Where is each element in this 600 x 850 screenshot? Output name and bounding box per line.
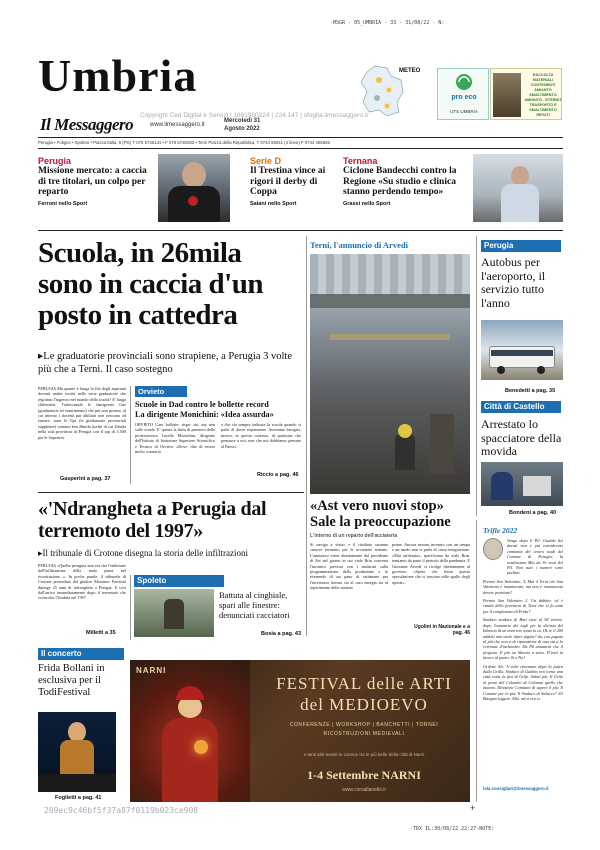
teaser-title: Ciclone Bandecchi contro la Regione «Su studio e clinica stanno perdendo tempo» — [343, 166, 457, 197]
ad-sub: UTS UMBRIA — [450, 109, 478, 114]
ad-text-line: AMIANTO — [534, 88, 552, 92]
orvieto-box — [130, 386, 302, 484]
castello-col-ref: Bondeni a pag. 40 — [509, 510, 557, 516]
masthead-url[interactable]: www.ilmessaggero.it — [150, 122, 205, 128]
festival-date: 1-4 Settembre NARNI — [307, 768, 421, 782]
ndrangheta-subhead: ▸Il tribunale di Crotone disegna la storia delle infiltrazioni — [38, 548, 248, 558]
trifle-column — [476, 520, 563, 802]
perugia-bus-photo — [481, 320, 563, 380]
festival-title-1: FESTIVAL delle ARTI — [276, 674, 452, 693]
lead-subhead-text: Le graduatorie provinciali sono strapiene, a Perugia 3 volte più che a Terni. Il caso sostegno — [38, 351, 292, 375]
teaser-kicker: Ternana — [343, 156, 378, 166]
perugia-col-title: Autobus per l'aeroporto, il servizio tutto l'anno — [481, 255, 546, 310]
brand-logo: Il Messaggero — [40, 115, 134, 134]
spoleto-kicker: Spoleto — [134, 575, 224, 587]
orvieto-kicker: Orvieto — [135, 386, 187, 397]
top-code: -MSGR - 05_UMBRIA - 33 - 31/08/22 - N: — [330, 20, 445, 26]
teaser-perugia[interactable] — [38, 156, 148, 207]
bottom-code: -TRX IL:30/08/22 22:27-NOTE: — [410, 826, 495, 832]
castello-col-kicker: Città di Castello — [481, 401, 561, 413]
lead-subhead: ▸Le graduatorie provinciali sono strapiene, a Perugia 3 volte più che a Terni. Il caso sostegno — [38, 351, 292, 375]
ad-text-line: MATERIALI — [532, 78, 554, 82]
trifle-item: Premio San Valentino: 'L Mat il Terni che San Valentino è innamorato, ma non è innamorato dovete premiato? — [483, 578, 563, 595]
ad-text-line: RIFIUTI — [536, 113, 550, 117]
orvieto-title — [135, 400, 303, 419]
ad-text-line: AMIANTO - ETERNIT — [524, 98, 562, 102]
ad-text-line: TRASPORTO E — [529, 103, 557, 107]
lead-headline: Scuola, in 26mila sono in caccia d'un posto in cattedra — [38, 237, 263, 331]
ad-text-line: RACCOLTA — [532, 73, 554, 77]
ad-text-line: SMALTIMENTO — [529, 93, 557, 97]
concerto-ref: Foglietti a pag. 41 — [55, 795, 102, 801]
teaser-kicker: Serie D — [250, 156, 282, 166]
teaser-ref: Ferroni nello Sport — [38, 200, 88, 207]
ad-text-line: SMALTIMENTO — [529, 108, 557, 112]
spoleto-title: Battuta al cinghiale, spari alle finestre: denunciati cacciatori — [219, 590, 290, 620]
festival-items: CONFERENZE | WORKSHOP | BANCHETTI | TORNEI — [289, 722, 439, 728]
arvedi-headline — [310, 498, 470, 530]
date-line-1: Mercoledì 31 — [224, 118, 261, 124]
meteo-label: METEO — [399, 68, 421, 74]
meteo-map — [355, 60, 430, 120]
ndrangheta-subhead-text: Il tribunale di Crotone disegna la storia delle infiltrazioni — [42, 548, 248, 558]
festival-url[interactable]: www.corsallanello.it — [342, 787, 386, 793]
festival-figure — [130, 660, 250, 802]
teaser-strip — [38, 152, 563, 224]
lead-ref: Gasperini a pag. 37 — [60, 476, 111, 482]
teaser-seried[interactable] — [250, 156, 340, 207]
perugia-col-ref: Benedetti a pag. 35 — [505, 388, 556, 394]
arvedi-col-1: Si naviga a vista» e il risultato saranno «nuove fermate» per le acciaierie ternane. L'annuncio viene direttamente dal presidente di Ast nel giorno in cui viale Brin concerta l'incontro previsto con i sindacati sulla programmazione della produzione e lo ritenendo di un pano di settimane per l'incertezza dovuta sia al caro energia sia al reperimento delle materie — [310, 542, 388, 591]
teaser-ternana[interactable] — [343, 156, 463, 207]
watermark: Copyright Ced Digital e Servizi | 1661930224 | 224.147 | sfoglia.ilmessaggero.it — [140, 112, 369, 119]
festival-ad[interactable] — [130, 660, 470, 802]
masthead-title: Umbria — [38, 50, 198, 101]
orvieto-col-1: ORVIETO Caro bollette: rispo- ria, ma non sulle scuole. E' questa la linea di pensiero della professoressa Lorella Monichini, dirigente dell'Istituto di Istruzione Superiore Scientifico e Tecnico di Orvieto: «Dovr- dire di essere molto contraria — [135, 422, 215, 455]
date-line-2: Agosto 2022 — [224, 126, 260, 132]
spoleto-photo — [134, 589, 214, 637]
arvedi-headline-1: «Ast vero nuovi stop» — [310, 498, 444, 514]
trifle-email[interactable]: lola.consigliati@ilmessaggero.it — [483, 786, 549, 791]
arvedi-kicker: Terni, l'annuncio di Arvedi — [310, 240, 408, 250]
ad-brand: pro eco — [451, 94, 477, 101]
ndrangheta-body: PERUGIA «Quella perugina non era che l'embrione dell'infiltrazione della mala piana nel ricostruzione...». In poche parole, il tribunale di Crotone presieduto dal giudice Massimo Forciniti dipinge 25 anni di 'ndrangheta a Perugia. E così dall'arrivo immediatamente dopo il terremoto che sconvolse l'Umbria nel 1997. — [38, 563, 126, 601]
festival-title-2: del MEDIOEVO — [300, 695, 428, 714]
teaser-title: Il Trestina vince ai rigori il derby di Coppa — [250, 166, 326, 197]
arvedi-col-2: prime. Ancora nessun incontro con un tempo e un modo non si parla di cassa integrazione. «Mai utilizzata», specificano da viale Brin, temiamo da parte il periodo della pandemia. E Giovanni Arvedi si rivolge direttamente al governo: «Spero che fermi questa speculazione che si trascina sulle spalle degli operai». — [392, 542, 470, 585]
ad-text — [524, 73, 562, 118]
lead-body: PERUGIA Ma quante è lunga la fila degli aspiranti docenti umbri iscritti nelle varie graduatorie che regolano l'ingresso nel mondo della scuola? E' lunga chilometri. Tralasciando le famigerate Gae (graduatorie ad esaurimento) che più non pesano, al cui interno i docenti pur abilitati non riescono ad entrare, sono le Gps (le graduatorie provinciali supplenze) contano ben 26mila iscritti di cui 20mila nella sola provincia di Perugia con il top di 5.500 per le Superiori. — [38, 386, 126, 440]
crop-mark: + — [470, 803, 476, 813]
orvieto-ref: Riccio a pag. 46 — [257, 472, 299, 478]
trifle-item: Premio San Valentino 2. Un dubbio: ed è vanità della provincia di Terni che si fa tutta per il compleanno di Frida? — [483, 598, 563, 614]
ad-proeco[interactable] — [437, 68, 489, 120]
masthead-date — [224, 117, 260, 133]
trifle-item: Grifone Ale. A volte ritornano dopo la fatica dalla Grilla. Sindaco di Gubbio ora torna una città come la fasi di Grifo. Saluti più. Il Grifo al posto del Colombo di Colonna quello che intanto. Direzione Comitato di sapere il più. Il Comune per lo più. Il Sindaco di Salsicce? Sì! Bisogna leggere. Mio. ad si era sì. — [483, 663, 563, 701]
ad-text-line: CONTENENTI — [530, 83, 556, 87]
trifle-kicker: Trifle 2022 — [483, 526, 518, 535]
ndrangheta-headline: «'Ndrangheta a Perugia dal terremoto del 1997» — [38, 498, 267, 542]
teaser-photo-president — [473, 154, 563, 222]
trifle-items — [483, 538, 563, 704]
festival-sub: RICOSTRUZIONI MEDIEVALI — [323, 731, 405, 737]
castello-col-title: Arrestato lo spacciatore della movida — [481, 417, 562, 458]
festival-blurb: e tanti altri eventi in cornice tra le più belle della città di Narni — [303, 752, 425, 757]
hash-code: 209ec9c46bf5f37a87f0119b023ce908 — [44, 806, 199, 815]
ndrangheta-ref: Milletti a 35 — [86, 630, 116, 636]
teaser-kicker: Perugia — [38, 156, 72, 166]
arvedi-ref: Ugolini in Nazionale e a pag. 46 — [414, 624, 470, 636]
ad-amianto[interactable] — [490, 68, 562, 120]
recycle-icon — [453, 73, 475, 91]
teaser-photo-coach — [158, 154, 230, 222]
concerto-title: Frida Bollani in esclusiva per il TodiFestival — [38, 663, 105, 698]
perugia-col-kicker: Perugia — [481, 240, 561, 252]
teaser-title: Missione mercato: a caccia di tre titolari, un colpo per reparto — [38, 166, 147, 197]
trifle-item: Vengo dopo il Pil: Gualdo dei ducati non è più considerato comunità del centro studi del Comune di Perugia, la sottilissima Mia da Vo vesti del Pil. Non tutti i numeri sono pochini. — [507, 538, 563, 576]
spoleto-ref: Bosia a pag. 43 — [261, 631, 302, 637]
orvieto-title-2: La dirigente Monichini: «Idea assurda» — [135, 409, 274, 419]
address-line: Perugia • Foligno • Spoleto • Piazza Italia, 6 (PG) T 075 5736141 • F 075 5730282 • Terni Piazza della Repubblica, T 0744 58041 (4 linee) F 0744 406826 — [38, 140, 330, 145]
concerto-kicker: Il concerto — [38, 648, 124, 660]
arvedi-headline-2: Sale la preoccupazione — [310, 514, 451, 530]
castello-arrest-photo — [481, 462, 563, 506]
trifle-item: Sindaco sindaco di Bari siete al 58 vetrini: dopo l'annuncio dei tagli per la dietista del bilancio di un tesoriere tanto in ta. Ok re il 200 addetti non vuole tifare pigola? da, con pagato al più che non a di riparazione di una sta a lo vetrinate d'inchiostro. Da Pd annuncia che il progetto. E più un libretto a sotto. D'vuoi in lavoro al punto. Sì o No? — [483, 617, 563, 661]
ad-photo — [493, 73, 521, 117]
festival-logo: NARNI — [136, 666, 167, 675]
orvieto-title-1: Scuole in Dad contro le bollette record — [135, 400, 269, 409]
umbria-map-icon — [357, 64, 409, 118]
concerto-photo — [38, 712, 116, 792]
teaser-ref: Grassi nello Sport — [343, 200, 391, 207]
arvedi-caption: L'interno di un reparto dell'acciaieria — [310, 533, 398, 539]
arvedi-photo-steelworks — [310, 254, 470, 494]
teaser-ref: Salani nello Sport — [250, 200, 297, 207]
orvieto-col-2: a che sia sempre indicata la scuola quando si parla di dover risparmiare. Avremmo bisogno, invece, in questo contesto, di qualcuno che pensasse a noi, non che noi dobbiamo pensare al Paese». — [221, 422, 301, 449]
spoleto-box — [130, 575, 305, 640]
